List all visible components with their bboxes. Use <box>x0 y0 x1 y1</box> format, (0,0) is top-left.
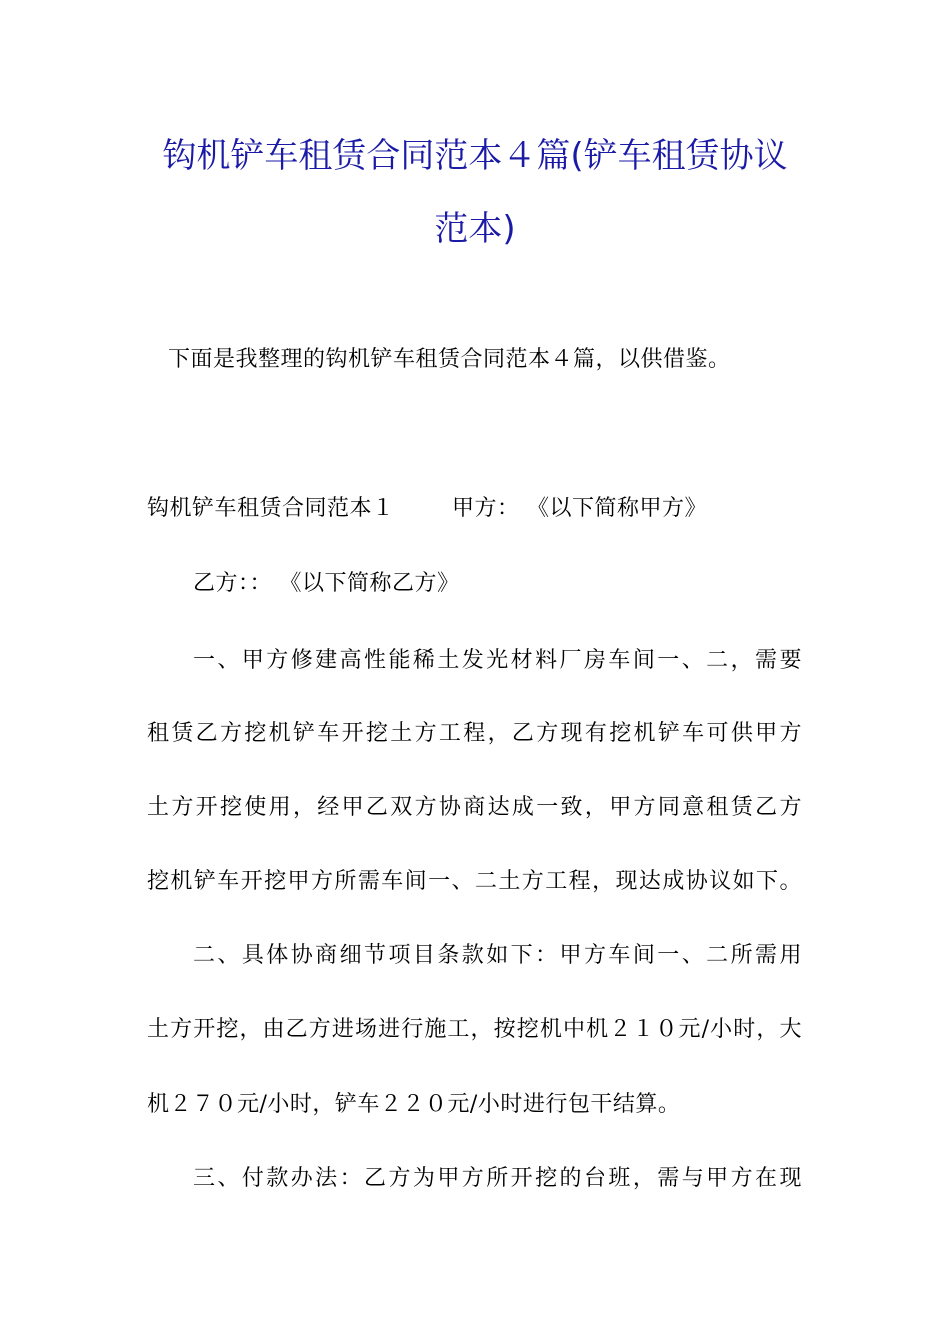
clause-line: 机２７０元/小时，铲车２２０元/小时进行包干结算。 <box>147 1092 681 1117</box>
clause-line: 一、甲方修建高性能稀土发光材料厂房车间一、二，需要 <box>193 648 802 673</box>
clause-line: 三、付款办法：乙方为甲方所开挖的台班，需与甲方在现 <box>193 1166 802 1191</box>
contract-heading: 钩机铲车租赁合同范本１ <box>147 496 395 521</box>
clause-line: 土方开挖使用，经甲乙双方协商达成一致，甲方同意租赁乙方 <box>147 795 802 820</box>
clause-line: 二、具体协商细节项目条款如下：甲方车间一、二所需用 <box>193 943 802 968</box>
document-title-line-2: 范本) <box>434 209 516 249</box>
document-title-line-1: 钩机铲车租赁合同范本４篇(铲车租赁协议 <box>162 136 788 176</box>
clause-line: 租赁乙方挖机铲车开挖土方工程，乙方现有挖机铲车可供甲方 <box>147 721 802 746</box>
clause-line: 挖机铲车开挖甲方所需车间一、二土方工程，现达成协议如下。 <box>147 869 802 894</box>
party-b-line: 乙方：： 《以下简称乙方》 <box>193 571 460 596</box>
clause-line: 土方开挖，由乙方进场进行施工，按挖机中机２１０元/小时，大 <box>147 1017 802 1042</box>
party-a-line: 甲方： 《以下简称甲方》 <box>452 496 707 521</box>
intro-paragraph: 下面是我整理的钩机铲车租赁合同范本４篇，以供借鉴。 <box>168 347 731 372</box>
